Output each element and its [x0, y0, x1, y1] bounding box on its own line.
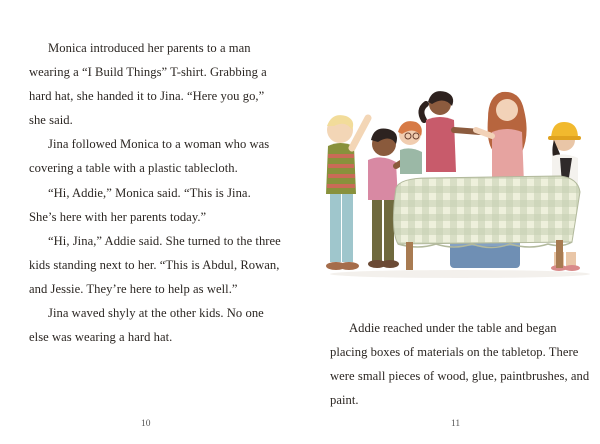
left-page-text — [29, 36, 281, 349]
child-long-hair — [476, 92, 527, 184]
paragraph: Jina followed Monica to a woman who was covering a table with a plastic tablecloth. — [29, 137, 270, 176]
paragraph: Jina waved shyly at the other kids. No one else was wearing a hard hat. — [29, 306, 264, 345]
right-page-text — [330, 316, 590, 412]
paragraph: Addie reached under the table and began placing boxes of materials on the tabletop. There were small pieces of wood, glue, paintbrushes, and paint. — [330, 321, 590, 408]
page-number-left: 10 — [141, 419, 151, 429]
paragraph: “Hi, Addie,” Monica said. “This is Jina. She’s here with her parents today.” — [29, 185, 251, 224]
child-striped-shirt — [326, 115, 368, 270]
child-ponytail — [421, 91, 480, 172]
children-at-table-illustration — [310, 74, 592, 286]
paragraph: Monica introduced her parents to a man wearing a “I Build Things” T-shirt. Grabbing a hard hat, she handed it to Jina. “Here you go,” she said. — [29, 41, 267, 128]
paragraph: “Hi, Jina,” Addie said. She turned to the three kids standing next to her. “This is Abdul, Rowan, and Jessie. They’re here to help as well.” — [29, 233, 281, 296]
right-page — [300, 0, 600, 444]
child-glasses — [398, 121, 422, 174]
page-number-right: 11 — [451, 419, 461, 429]
